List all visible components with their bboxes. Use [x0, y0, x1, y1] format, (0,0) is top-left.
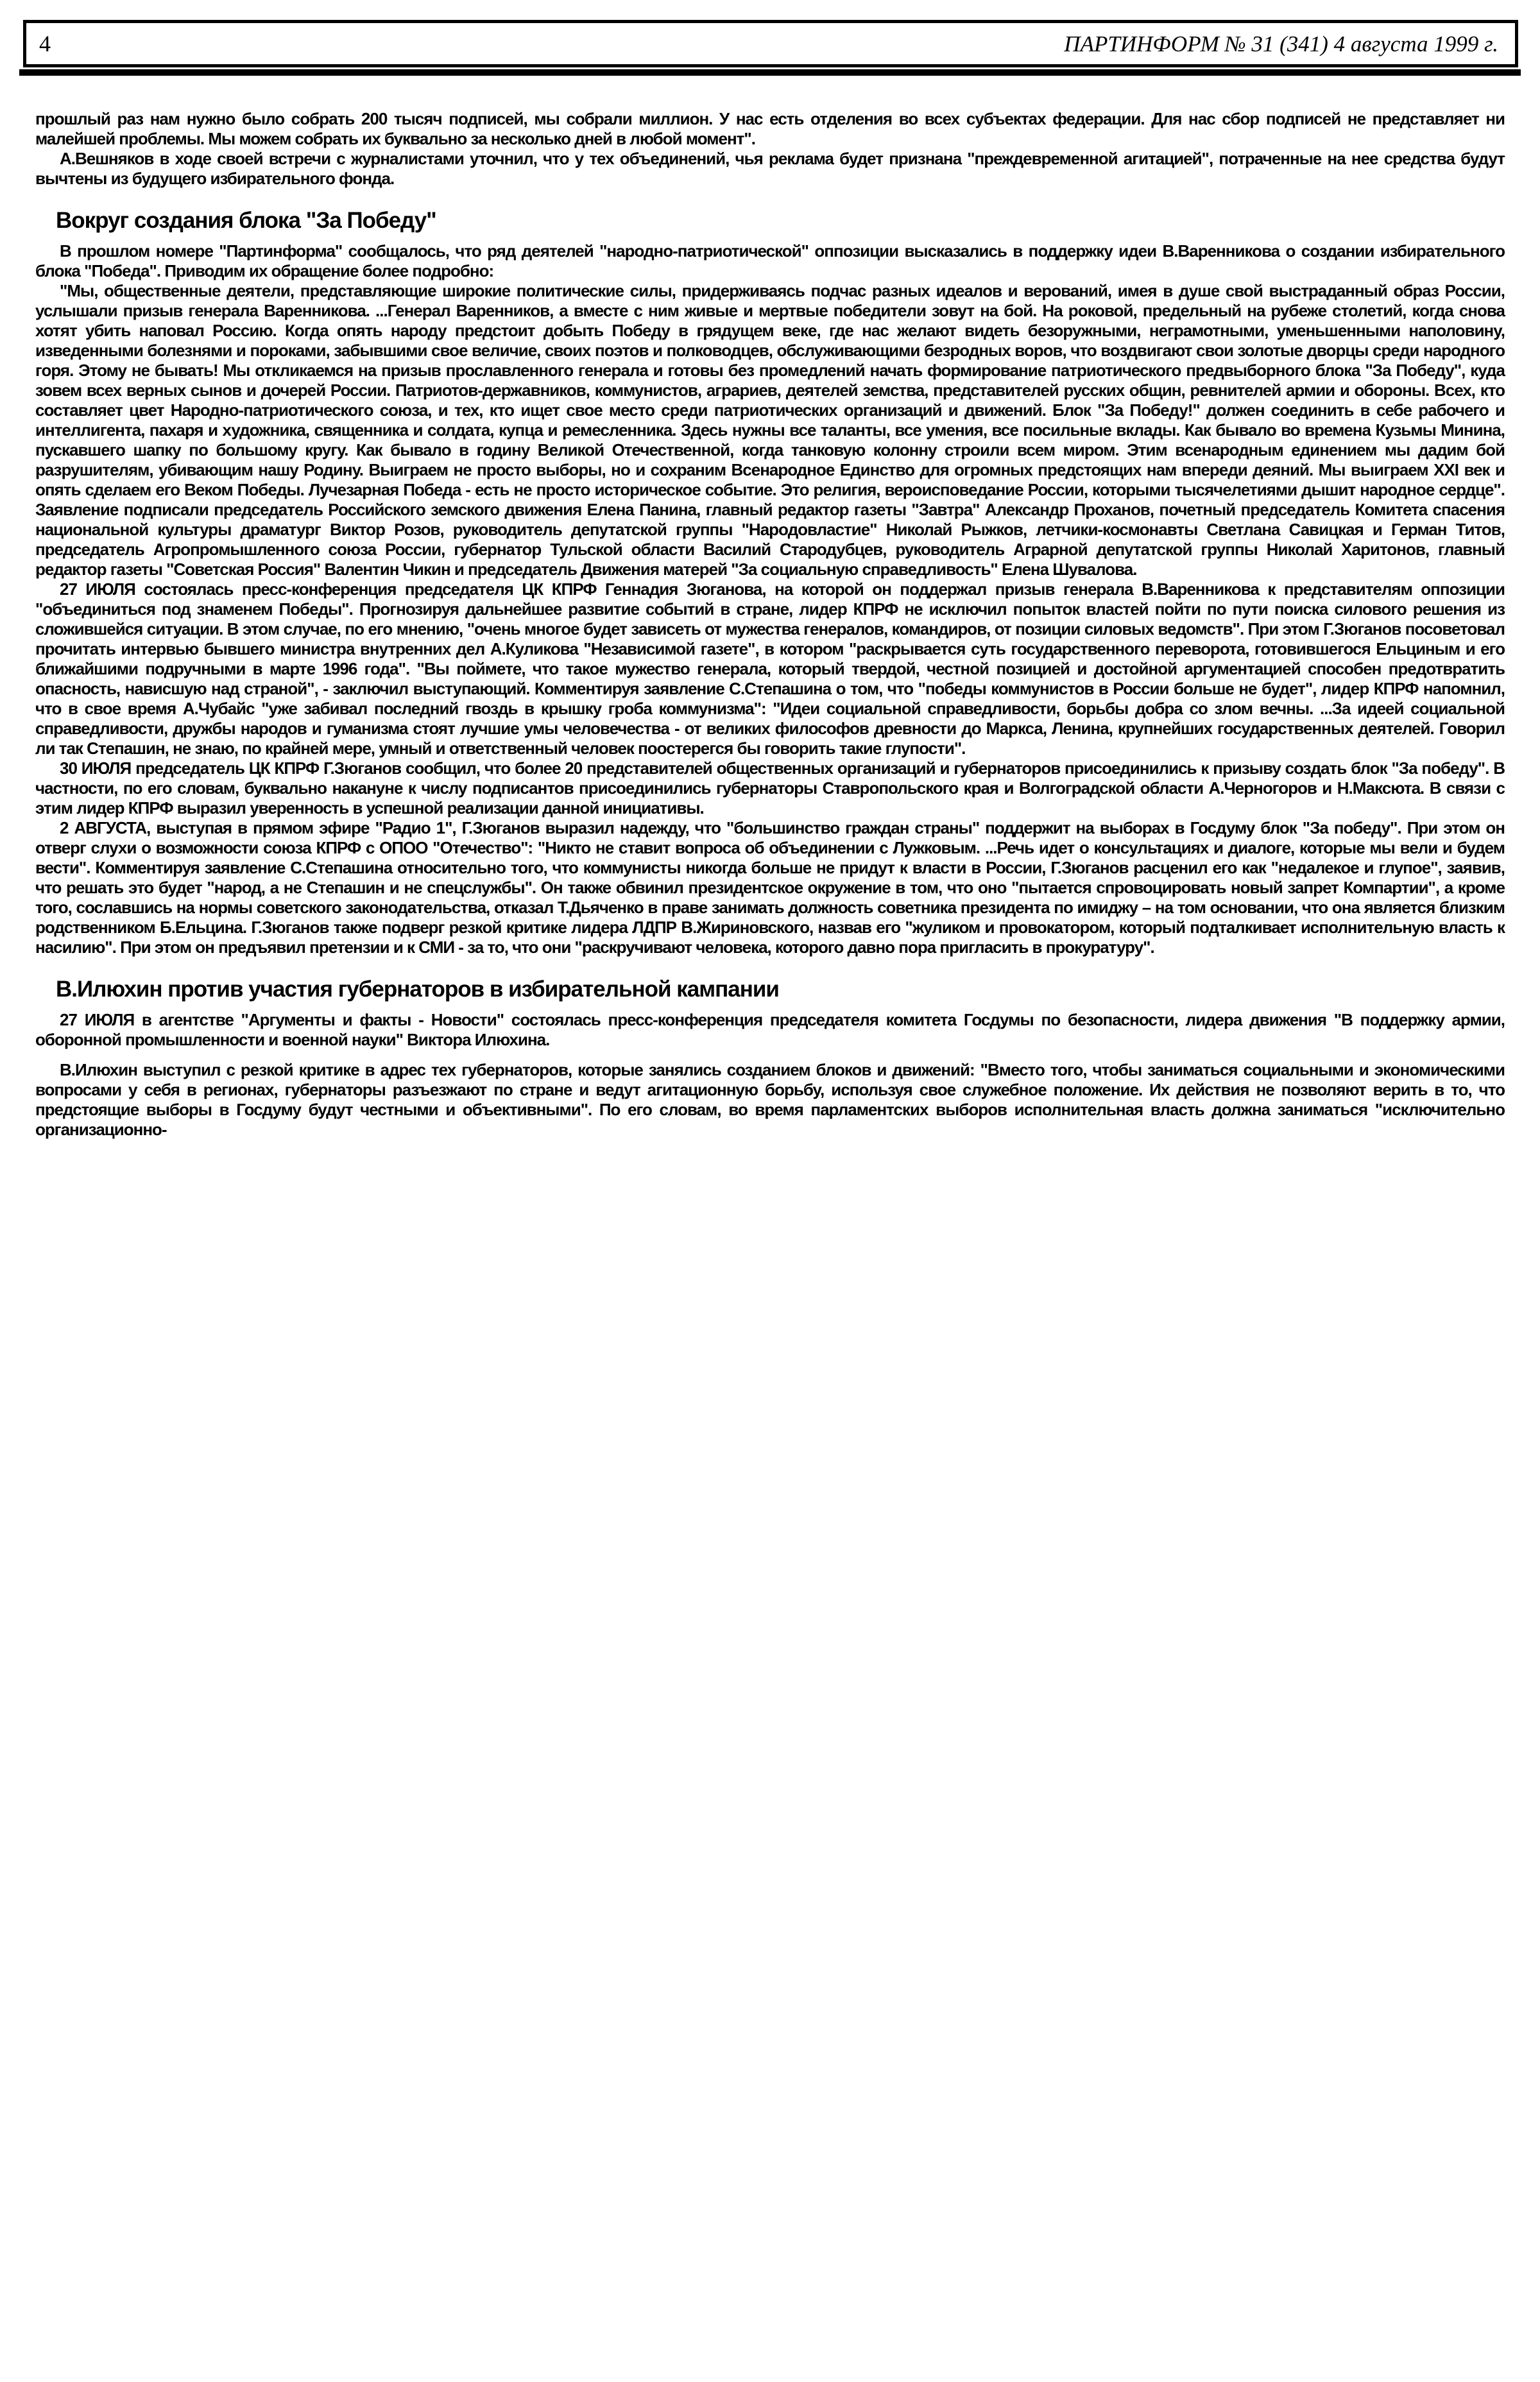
body-paragraph-intro: В прошлом номере "Партинформа" сообщалось, что ряд деятелей "народно-патриотической" оппозиции высказались в поддержку идеи В.Варенникова о создании избирательного блока "Победа". Приводим их обращение более подробно:: [35, 241, 1505, 280]
section-heading-za-pobedu: Вокруг создания блока "За Победу": [56, 208, 436, 233]
page-body: [35, 109, 1505, 1140]
body-paragraph-ilyukhin-critique: В.Илюхин выступил с резкой критике в адрес тех губернаторов, которые занялись созданием блоков и движений: "Вместо того, чтобы заниматься социальными и экономическими вопросами у себя в регионах, губернаторы разъезжают по стране и ведут агитационную борьбу, используя свое служебное положение. Их действия не позволяют верить в то, что предстоящие выборы в Госдуму будут честными и объективными". По его словам, во время парламентских выборов исполнительная власть должна заниматься "исключительно организационно-: [35, 1060, 1505, 1139]
newsletter-title: ПАРТИНФОРМ № 31 (341) 4 августа 1999 г.: [1064, 31, 1498, 56]
body-paragraph-30-july: 30 ИЮЛЯ председатель ЦК КПРФ Г.Зюганов сообщил, что более 20 представителей общественных организаций и губернаторов присоединились к призыву создать блок "За победу". В частности, по его словам, буквально накануне к числу подписантов присоединились губернаторы Ставропольского края и Волгоградской области А.Черногоров и Н.Максюта. В связи с этим лидер КПРФ выразил уверенность в успешной реализации данной инициативы.: [35, 758, 1505, 818]
header-rule: [19, 69, 1521, 76]
page-number: 4: [39, 31, 51, 56]
body-paragraph-veshnyakov: А.Вешняков в ходе своей встречи с журналистами уточнил, что у тех объединений, чья реклама будет признана "преждевременной агитацией", потраченные на нее средства будут вычтены из будущего избирательного фонда.: [35, 149, 1505, 188]
body-paragraph-27-july: 27 ИЮЛЯ состоялась пресс-конференция председателя ЦК КПРФ Геннадия Зюганова, на которой он поддержал призыв генерала В.Варенникова к представителям оппозиции "объединиться под знаменем Победы". Прогнозируя дальнейшее развитие событий в стране, лидер КПРФ не исключил попыток властей пойти по пути поиска силового решения из сложившейся ситуации. В этом случае, по его мнению, "очень многое будет зависеть от мужества генералов, командиров, от позиции силовых ведомств". При этом Г.Зюганов посоветовал прочитать интервью бывшего министра внутренних дел А.Куликова "Независимой газете", в котором "раскрывается суть государственного переворота, готовившегося Ельциным и его ближайшими подручными в марте 1996 года". "Вы поймете, что такое мужество генерала, который твердой, честной позицией и достойной аргументацией способен предотвратить опасность, нависшую над страной", - заключил выступающий. Комментируя заявление С.Степашина о том, что "победы коммунистов в России больше не будет", лидер КПРФ напомнил, что в свое время А.Чубайс "уже забивал последний гвоздь в крышку гроба коммунизма": "Идеи социальной справедливости, борьбы добра со злом вечны. ...За идеей социальной справедливости, дружбы народов и гуманизма стоят лучшие умы человечества - от великих философов древности до Маркса, Ленина, крупнейших государственных деятелей. Говорил ли так Степашин, не знаю, по крайней мере, умный и ответственный человек поостерегся бы говорить такие глупости".: [35, 579, 1505, 758]
body-paragraph-27-july-aif: 27 ИЮЛЯ в агентстве "Аргументы и факты - Новости" состоялась пресс-конференция председателя комитета Госдумы по безопасности, лидера движения "В поддержку армии, оборонной промышленности и военной науки" Виктора Илюхина.: [35, 1010, 1505, 1049]
running-head: [23, 20, 1518, 76]
continued-paragraph: прошлый раз нам нужно было собрать 200 тысяч подписей, мы собрали миллион. У нас есть отделения во всех субъектах федерации. Для нас сбор подписей не представляет ни малейшей проблемы. Мы можем собрать их буквально за несколько дней в любой момент".: [35, 109, 1505, 148]
body-paragraph-2-august: 2 АВГУСТА, выступая в прямом эфире "Радио 1", Г.Зюганов выразил надежду, что "большинство граждан страны" поддержит на выборах в Госдуму блок "За победу". При этом он отверг слухи о возможности союза КПРФ с ОПОО "Отечество": "Никто не ставит вопроса об объединении с Лужковым. ...Речь идет о консультациях и диалоге, которые мы вели и будем вести". Комментируя заявление С.Степашина относительно того, что коммунисты никогда больше не придут к власти в России, Г.Зюганов расценил его как "недалекое и глупое", заявив, что решать это будет "народ, а не Степашин и не спецслужбы". Он также обвинил президентское окружение в том, что оно "пытается спровоцировать новый запрет Компартии", а кроме того, сославшись на нормы советского законодательства, отказал Т.Дьяченко в праве занимать должность советника президента по имиджу – на том основании, что она является близким родственником Б.Ельцина. Г.Зюганов также подверг резкой критике лидера ЛДПР В.Жириновского, назвав его "жуликом и провокатором, который подталкивает исполнительную власть к насилию". При этом он предъявил претензии и к СМИ - за то, что они "раскручивают человека, которого давно пора пригласить в прокуратуру".: [35, 818, 1505, 957]
header-box: [23, 20, 1518, 67]
section-heading-ilyukhin: В.Илюхин против участия губернаторов в избирательной кампании: [56, 977, 779, 1002]
body-paragraph-appeal: "Мы, общественные деятели, представляющие широкие политические силы, придерживаясь подчас разных идеалов и верований, имея в душе свой выстраданный образ России, услышали призыв генерала Варенникова. ...Генерал Варенников, а вместе с ним живые и мертвые победители зовут на бой. На роковой, предельный на рубеже столетий, когда снова хотят убить наповал Россию. Когда опять народу предстоит добыть Победу в грядущем веке, где нас желают видеть безоружными, неграмотными, уменьшенными наполовину, изведенными болезнями и пороками, забывшими свое величие, своих поэтов и полководцев, обслуживающими безродных воров, что воздвигают свои золотые дворцы среди народного горя. Этому не бывать! Мы откликаемся на призыв прославленного генерала и готовы без промедлений начать формирование патриотического предвыборного блока "За Победу", куда зовем всех верных сынов и дочерей России. Патриотов-державников, коммунистов, аграриев, деятелей земства, представителей русских общин, ревнителей армии и обороны. Всех, кто составляет цвет Народно-патриотического союза, и тех, кто ищет свое место среди патриотических организаций и движений. Блок "За Победу!" должен соединить в себе рабочего и интеллигента, пахаря и художника, священника и солдата, купца и ремесленника. Здесь нужны все таланты, все умения, все посильные вклады. Как бывало во времена Кузьмы Минина, пускавшего шапку по большому кругу. Как бывало в годину Великой Отечественной, когда танковую колонну строили всем миром. Этим всенародным единением мы дадим бой разрушителям, убивающим нашу Родину. Выиграем не просто выборы, но и сохраним Всенародное Единство для огромных предстоящих нам впереди деяний. Мы выиграем XXI век и опять сделаем его Веком Победы. Лучезарная Победа - есть не просто историческое событие. Это религия, вероисповедание России, которыми тысячелетиями дышит народное сердце". Заявление подписали председатель Российского земского движения Елена Панина, главный редактор газеты "Завтра" Александр Проханов, почетный председатель Комитета спасения национальной культуры драматург Виктор Розов, руководитель депутатской группы "Народовластие" Николай Рыжков, летчики-космонавты Светлана Савицкая и Герман Титов, председатель Агропромышленного союза России, губернатор Тульской области Василий Стародубцев, руководитель Аграрной депутатской группы Николай Харитонов, главный редактор газеты "Советская Россия" Валентин Чикин и председатель Движения матерей "За социальную справедливость" Елена Шувалова.: [35, 281, 1505, 579]
